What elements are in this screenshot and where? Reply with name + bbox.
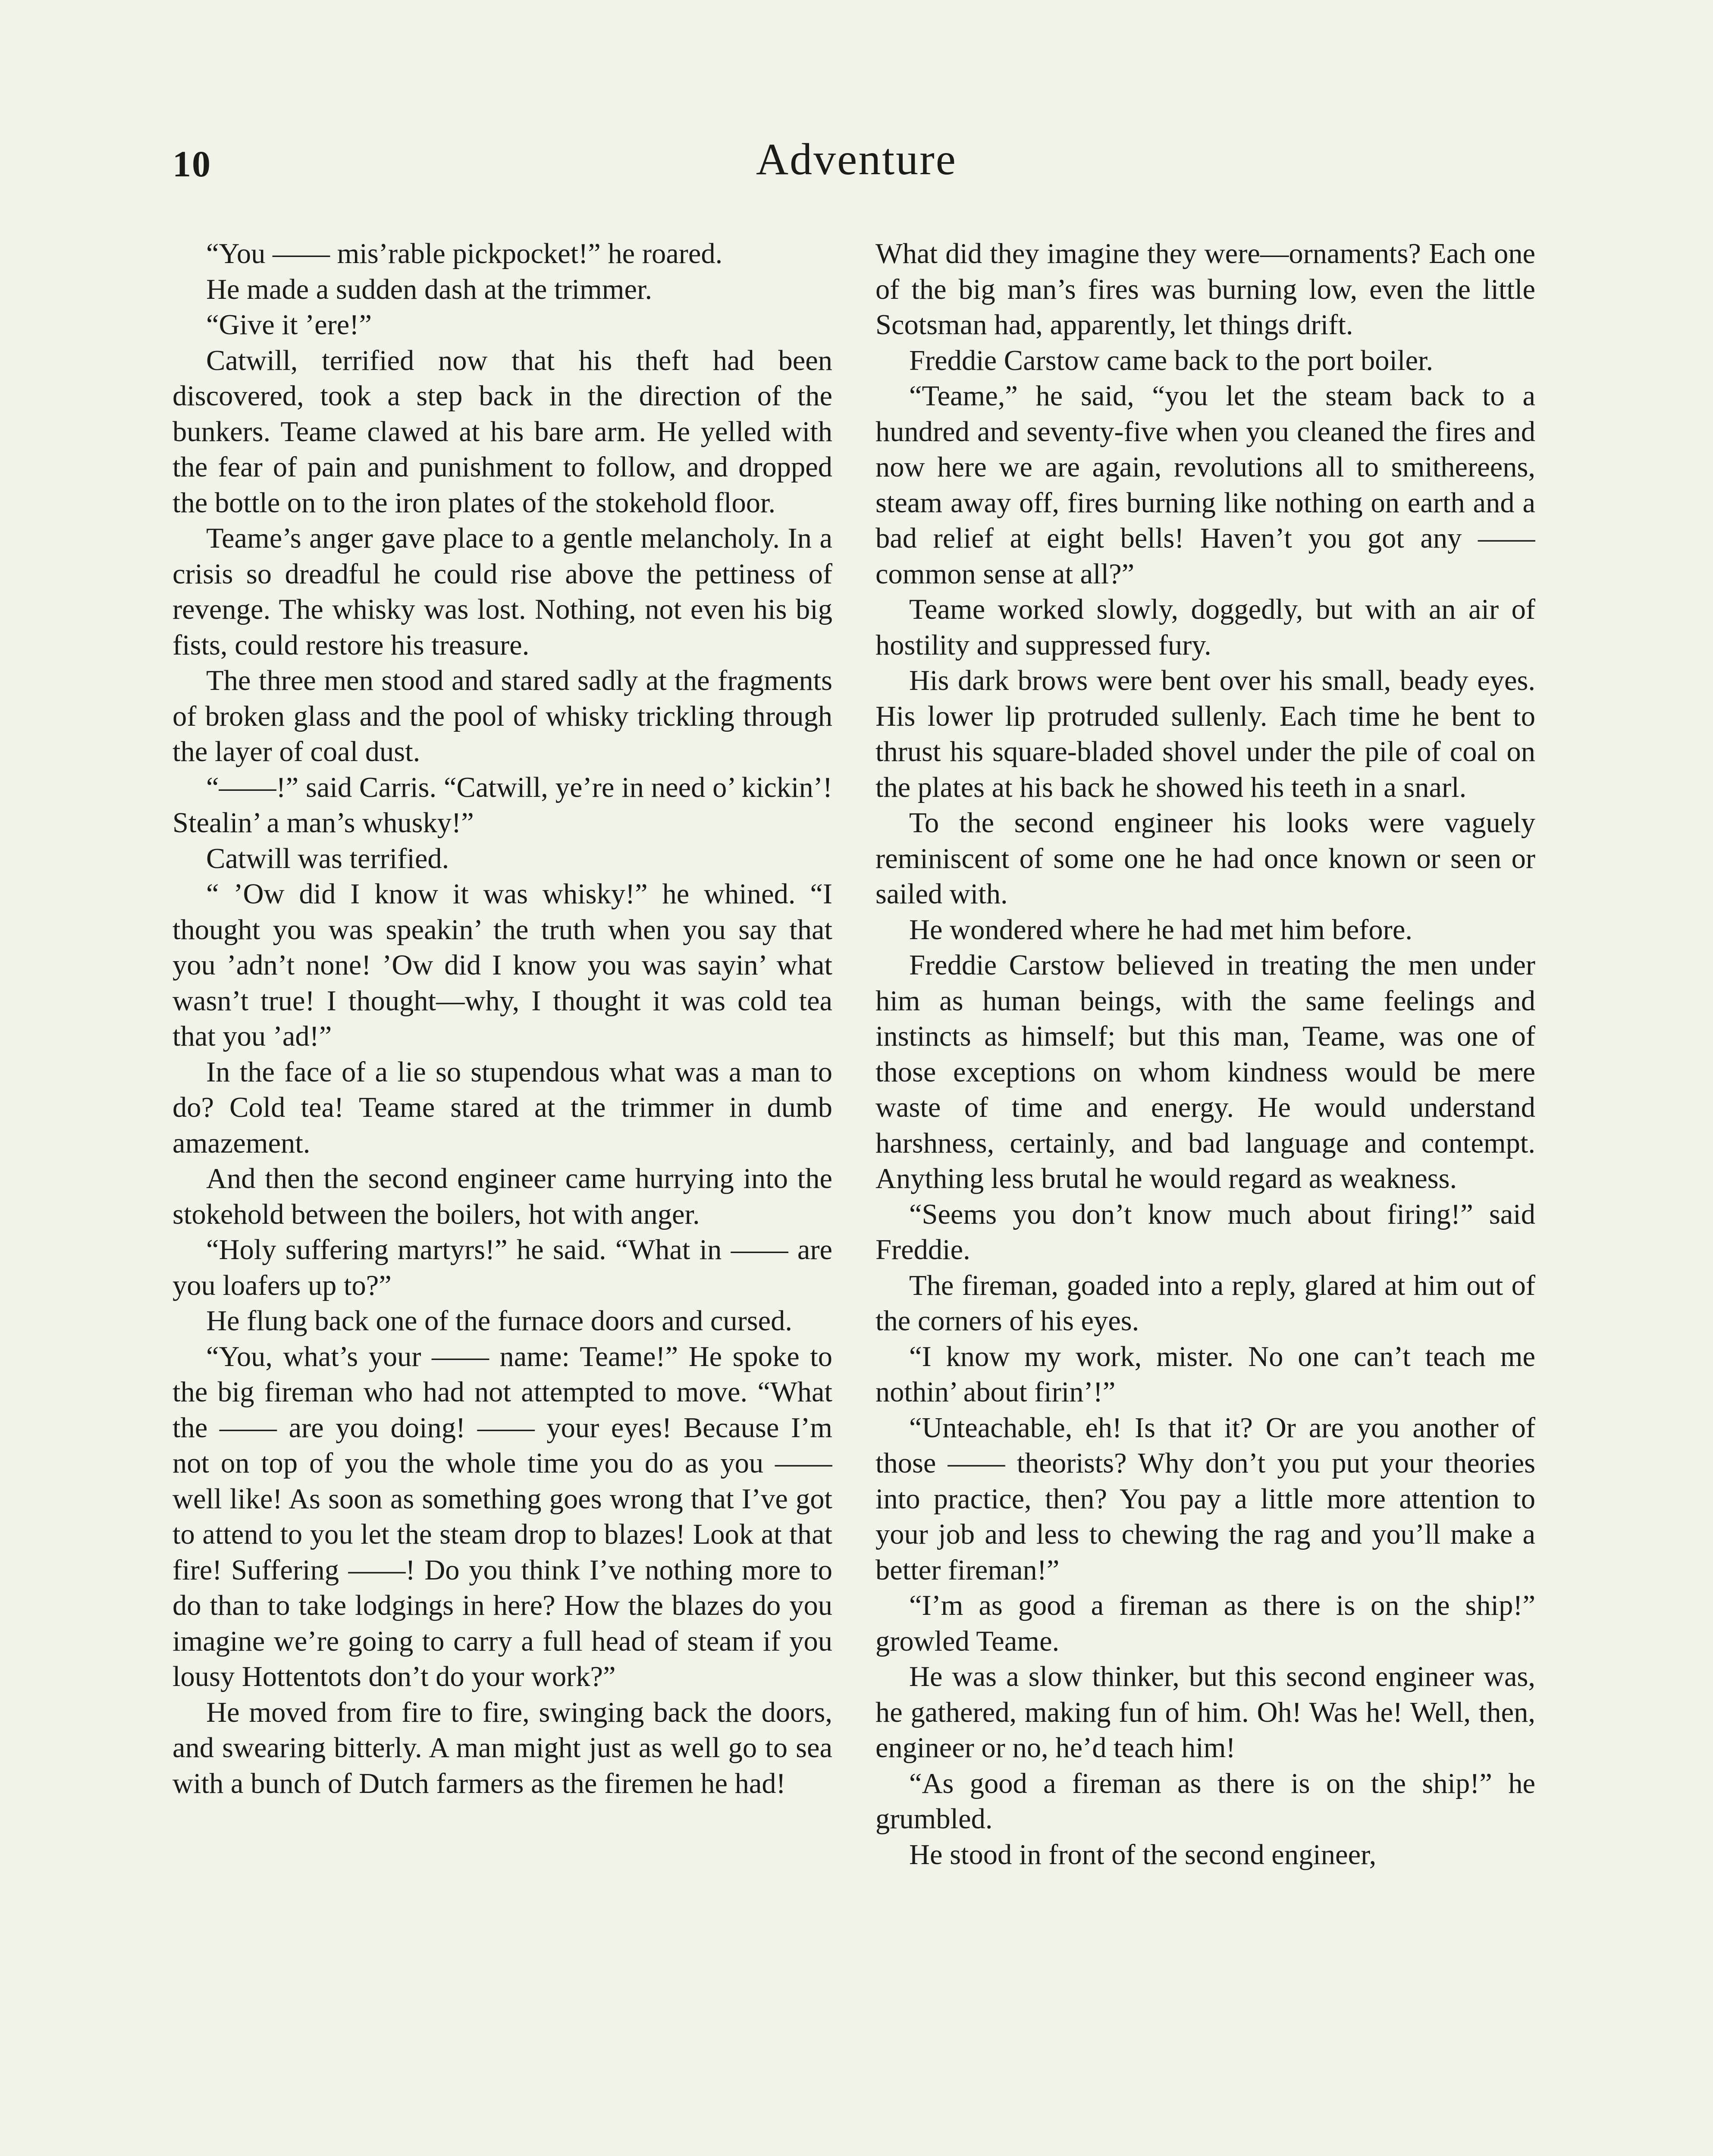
paragraph: “As good a fireman as there is on the ship!” he grumbled.: [875, 1767, 1535, 1835]
paragraph: He wondered where he had met him before.: [909, 914, 1412, 946]
paragraph: Teame’s anger gave place to a gentle melancholy. In a crisis so dreadful he could rise above the pettiness of revenge. The whisky was lost. Nothing, not even his big fists, could restore his treasure.: [173, 523, 832, 661]
page-number: 10: [173, 143, 211, 185]
paragraph: The fireman, goaded into a reply, glared at him out of the corners of his eyes.: [875, 1269, 1535, 1337]
paragraph: And then the second engineer came hurrying into the stokehold between the boilers, hot with anger.: [173, 1163, 832, 1230]
paragraph: Freddie Carstow believed in treating the men under him as human beings, with the same feelings and instincts as himself; but this man, Teame, was one of those exceptions on whom kindness would be mere waste of time and energy. He would understand harshness, certainly, and bad language and contempt. Anything less brutal he would regard as weakness.: [875, 950, 1535, 1194]
paragraph: “Seems you don’t know much about firing!” said Freddie.: [875, 1198, 1535, 1266]
paragraph: In the face of a lie so stupendous what was a man to do? Cold tea! Teame stared at the trimmer in dumb amazement.: [173, 1056, 832, 1159]
paragraph: He moved from fire to fire, swinging back the doors, and swearing bitterly. A man might just as well go to sea with a bunch of Dutch farmers as the firemen he had!: [173, 1696, 832, 1799]
running-title: Adventure: [756, 135, 957, 184]
paragraph: Freddie Carstow came back to the port boiler.: [909, 345, 1434, 376]
paragraph: The three men stood and stared sadly at the fragments of broken glass and the pool of whisky trickling through the layer of coal dust.: [173, 665, 832, 768]
paragraph: Teame worked slowly, doggedly, but with an air of hostility and suppressed fury.: [875, 594, 1535, 661]
paragraph: Catwill was terrified.: [206, 843, 449, 874]
page-header: [173, 135, 1540, 194]
paragraph: “Unteachable, eh! Is that it? Or are you another of those —— theorists? Why don’t you put your theories into practice, then? You pay a little more attention to your job and less to chewing the rag and you’ll make a better fireman!”: [875, 1412, 1535, 1586]
paragraph: Catwill, terrified now that his theft had been discovered, took a step back in the direction of the bunkers. Teame clawed at his bare arm. He yelled with the fear of pain and punishment to follow, and dropped the bottle on to the iron plates of the stokehold floor.: [173, 345, 832, 519]
paragraph: “Holy suffering martyrs!” he said. “What in —— are you loafers up to?”: [173, 1234, 832, 1301]
paragraph: He made a sudden dash at the trimmer.: [206, 273, 653, 305]
paragraph: “ ’Ow did I know it was whisky!” he whined. “I thought you was speakin’ the truth when you say that you ’adn’t none! ’Ow did I know you was sayin’ what wasn’t true! I thought—why, I thought it was cold tea that you ’ad!”: [173, 878, 832, 1052]
text-columns: [173, 236, 1535, 2156]
paragraph: “I know my work, mister. No one can’t teach me nothin’ about firin’!”: [875, 1341, 1535, 1408]
left-column: [173, 236, 832, 2156]
paragraph: “Give it ’ere!”: [206, 309, 372, 341]
paragraph: “You —— mis’rable pickpocket!” he roared.: [206, 238, 723, 270]
paragraph: “You, what’s your —— name: Teame!” He spoke to the big fireman who had not attempted to move. “What the —— are you doing! —— your eyes! Because I’m not on top of you the whole time you do as you —— well like! As soon as something goes wrong that I’ve got to attend to you let the steam drop to blazes! Look at that fire! Suffering ——! Do you think I’ve nothing more to do than to take lodgings in here? How the blazes do you imagine we’re going to carry a full head of steam if you lousy Hottentots don’t do your work?”: [173, 1341, 832, 1692]
paragraph: His dark brows were bent over his small, beady eyes. His lower lip protruded sullenly. Each time he bent to thrust his square-bladed shovel under the pile of coal on the plates at his back he showed his teeth in a snarl.: [875, 665, 1535, 803]
paragraph: He was a slow thinker, but this second engineer was, he gathered, making fun of him. Oh! Was he! Well, then, engineer or no, he’d teach him!: [875, 1661, 1535, 1764]
paragraph: He stood in front of the second engineer,: [909, 1839, 1377, 1871]
paragraph: He flung back one of the furnace doors and cursed.: [206, 1305, 793, 1337]
paragraph: What did they imagine they were—ornaments? Each one of the big man’s fires was burning low, even the little Scotsman had, apparently, let things drift.: [875, 238, 1535, 341]
paragraph: “I’m as good a fireman as there is on the ship!” growled Teame.: [875, 1590, 1535, 1657]
paragraph: To the second engineer his looks were vaguely reminiscent of some one he had once known or seen or sailed with.: [875, 807, 1535, 910]
paragraph: “Teame,” he said, “you let the steam back to a hundred and seventy-five when you cleaned the fires and now here we are again, revolutions all to smithereens, steam away off, fires burning like nothing on earth and a bad relief at eight bells! Haven’t you got any —— common sense at all?”: [875, 380, 1535, 590]
paragraph: “——!” said Carris. “Catwill, ye’re in need o’ kickin’! Stealin’ a man’s whusky!”: [173, 771, 832, 839]
right-column: [875, 236, 1535, 2156]
